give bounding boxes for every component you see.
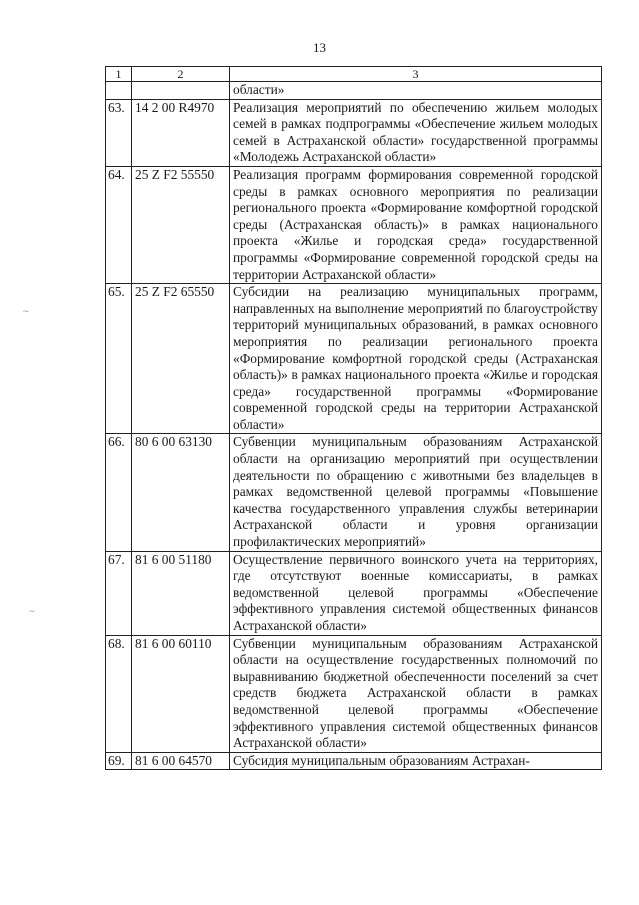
budget-code: 81 6 00 51180	[132, 551, 230, 635]
row-description: области»	[230, 82, 602, 100]
row-number: 69.	[106, 752, 132, 770]
budget-code: 25 Z F2 65550	[132, 284, 230, 434]
row-description: Реализация мероприятий по обеспечению жильем молодых семей в рамках подпрограммы «Обеспечение жильем молодых семей в Астраханской области» государственной программы «Молодежь Астраханской области»	[230, 99, 602, 166]
column-header: 3	[230, 67, 602, 82]
table-row	[106, 434, 602, 551]
table-row	[106, 635, 602, 752]
row-number: 63.	[106, 99, 132, 166]
budget-table	[105, 66, 602, 770]
column-header: 2	[132, 67, 230, 82]
budget-code: 80 6 00 63130	[132, 434, 230, 551]
row-number: 67.	[106, 551, 132, 635]
table-row	[106, 99, 602, 166]
page-number: 13	[313, 40, 326, 55]
table-header-row	[106, 67, 602, 82]
row-number: 66.	[106, 434, 132, 551]
table-row	[106, 551, 602, 635]
budget-code: 25 Z F2 55550	[132, 166, 230, 283]
table-row	[106, 166, 602, 283]
row-description: Реализация программ формирования современной городской среды в рамках основного мероприятия по реализации регионального проекта «Формирование комфортной городской среды (Астраханская область)» в рамках национального проекта «Жилье и городская среда» государственной программы «Формирование современной городской среды на территории Астраханской области»	[230, 166, 602, 283]
budget-code: 14 2 00 R4970	[132, 99, 230, 166]
row-description: Субвенции муниципальным образованиям Астраханской области на организацию мероприятий при осуществлении деятельности по обращению с животными без владельцев в рамках ведомственной целевой программы «Повышение качества государственного управления службы ветеринарии Астраханской области и уровня организации профилактических мероприятий»	[230, 434, 602, 551]
budget-code: 81 6 00 60110	[132, 635, 230, 752]
row-number: 65.	[106, 284, 132, 434]
column-header: 1	[106, 67, 132, 82]
table-row	[106, 284, 602, 434]
row-number: 68.	[106, 635, 132, 752]
scan-speck: ∼	[28, 606, 36, 616]
table-row	[106, 82, 602, 100]
row-description: Субсидии на реализацию муниципальных программ, направленных на выполнение мероприятий по благоустройству территорий муниципальных образований, в рамках основного мероприятия по реализации регионального проекта «Формирование комфортной городской среды (Астраханская область)» в рамках национального проекта «Жилье и городская среда» государственной программы «Формирование современной городской среды на территории Астраханской области»	[230, 284, 602, 434]
row-description: Субвенции муниципальным образованиям Астраханской области на осуществление государственных полномочий по выравниванию бюджетной обеспеченности поселений за счет средств бюджета Астраханской области в рамках ведомственной целевой программы «Обеспечение эффективного управления системой общественных финансов Астраханской области»	[230, 635, 602, 752]
table-row	[106, 752, 602, 770]
budget-code: 81 6 00 64570	[132, 752, 230, 770]
row-description: Осуществление первичного воинского учета на территориях, где отсутствуют военные комиссариаты, в рамках ведомственной целевой программы «Обеспечение эффективного управления системой общественных финансов Астраханской области»	[230, 551, 602, 635]
scan-speck: ∼	[22, 306, 30, 316]
row-number	[106, 82, 132, 100]
row-description: Субсидия муниципальным образованиям Астрахан-	[230, 752, 602, 770]
row-number: 64.	[106, 166, 132, 283]
budget-code	[132, 82, 230, 100]
